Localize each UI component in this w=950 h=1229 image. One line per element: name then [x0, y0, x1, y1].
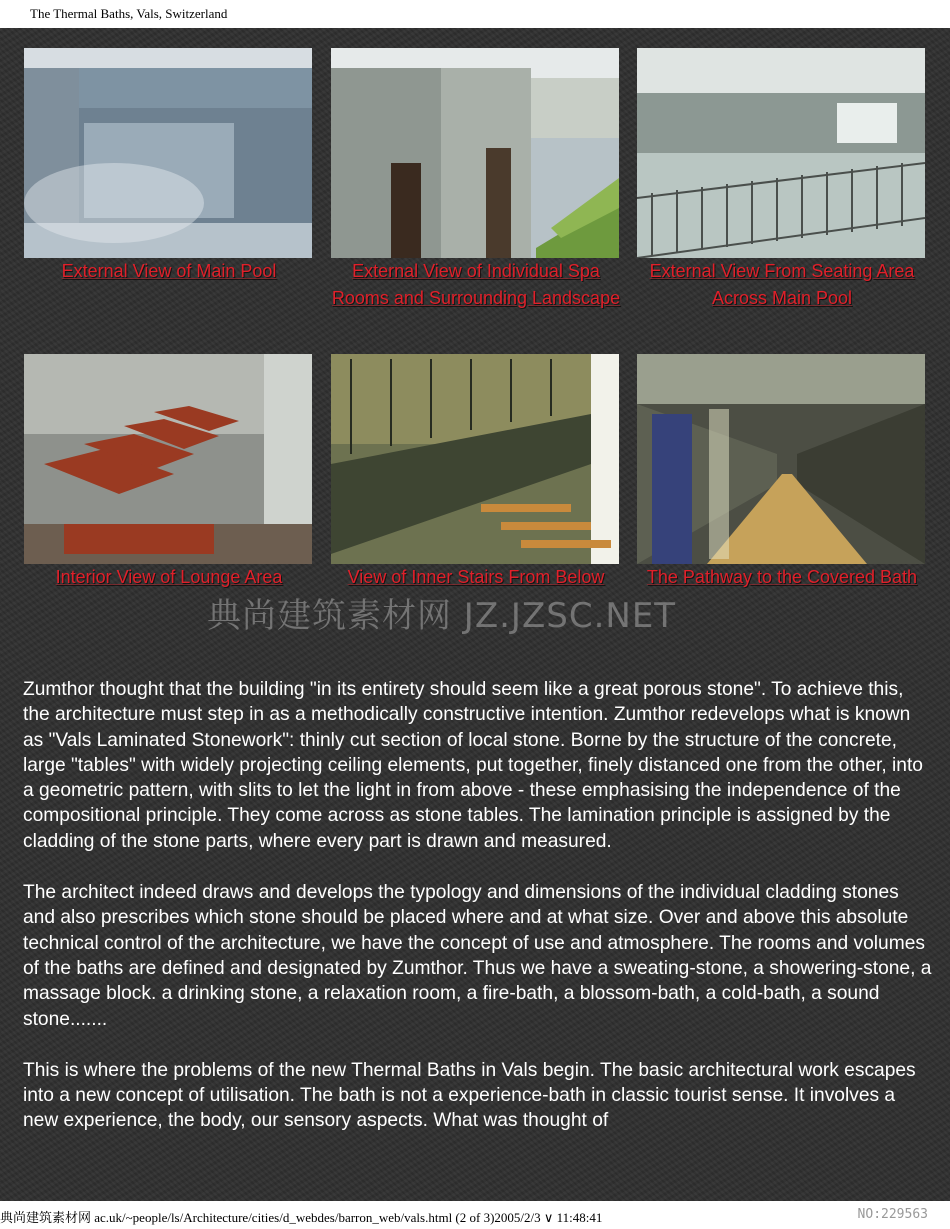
pathway-photo[interactable] — [637, 354, 925, 564]
gallery-item-pathway[interactable] — [637, 354, 927, 591]
caption-spa-rooms[interactable]: External View of Individual Spa Rooms and Surrounding Landscape — [331, 261, 621, 308]
photo-lounge-icon — [24, 354, 312, 564]
lounge-photo[interactable] — [24, 354, 312, 564]
gallery-item-seating-area[interactable] — [637, 48, 927, 312]
main-pool-photo[interactable] — [24, 48, 312, 258]
gallery-item-lounge[interactable] — [24, 354, 314, 591]
caption-lounge[interactable]: Interior View of Lounge Area — [55, 567, 283, 587]
paragraph: The architect indeed draws and develops the typology and dimensions of the individual cladding stones and also prescribes which stone should be placed where and at what size. Over and above this absolute technical control of the architecture, we have the concept of use and atmosphere. The rooms and volumes of the baths are defined and designated by Zumthor. Thus we have a sweating-stone, a showering-stone, a massage block. a drinking stone, a relaxation room, a fire-bath, a blossom-bath, a cold-bath, a sound stone....... — [23, 882, 932, 1030]
photo-seating-area-icon — [637, 48, 925, 258]
spa-rooms-photo[interactable] — [331, 48, 619, 258]
page-title: The Thermal Baths, Vals, Switzerland — [30, 6, 228, 21]
photo-stairs-icon — [331, 354, 619, 564]
photo-pathway-icon — [637, 354, 925, 564]
gallery-item-spa-rooms[interactable] — [331, 48, 621, 312]
paragraph: This is where the problems of the new Thermal Baths in Vals begin. The basic architectural work escapes into a new concept of utilisation. The bath is not a experience-bath in classic tourist sense. It involves a new experience, the body, our sensory aspects. What was thought of — [23, 1059, 916, 1132]
caption-seating-area[interactable]: External View From Seating Area Across Main Pool — [649, 261, 915, 308]
photo-spa-rooms-icon — [331, 48, 619, 258]
stairs-photo[interactable] — [331, 354, 619, 564]
site-watermark: 典尚建筑素材网 JZ.JZSC.NET — [207, 596, 677, 636]
footer-id: NO:229563 — [857, 1207, 928, 1222]
paragraph: Zumthor thought that the building "in its entirety should seem like a great porous stone". To achieve this, the architecture must step in as a methodically constructive intention. Zumthor redevelops what is known as "Vals Laminated Stonework": thinly cut section of local stone. Borne by the structure of the concrete, large "tables" with widely projecting ceiling elements, put together, finely distanced one from the other, into a geometric pattern, with slits to let the light in from above - these emphasising the independence of the compositional principle. They come across as stone tables. The lamination principle is assigned by the cladding of the stone parts, where every part is drawn and measured. — [23, 679, 923, 852]
caption-main-pool[interactable]: External View of Main Pool — [61, 261, 277, 281]
article-body — [23, 677, 933, 1160]
footer-url: 典尚建筑素材网 ac.uk/~people/ls/Architecture/cities/d_webdes/barron_web/vals.html (2 of 3)2005/2/3 ∨ 11:48:41 — [0, 1210, 603, 1225]
seating-area-photo[interactable] — [637, 48, 925, 258]
caption-stairs[interactable]: View of Inner Stairs From Below — [347, 567, 605, 587]
photo-main-pool-icon — [24, 48, 312, 258]
print-footer — [0, 1201, 950, 1229]
gallery-item-main-pool[interactable] — [24, 48, 314, 285]
print-header — [0, 0, 950, 28]
caption-pathway[interactable]: The Pathway to the Covered Bath — [646, 567, 918, 587]
gallery-item-stairs[interactable] — [331, 354, 621, 591]
